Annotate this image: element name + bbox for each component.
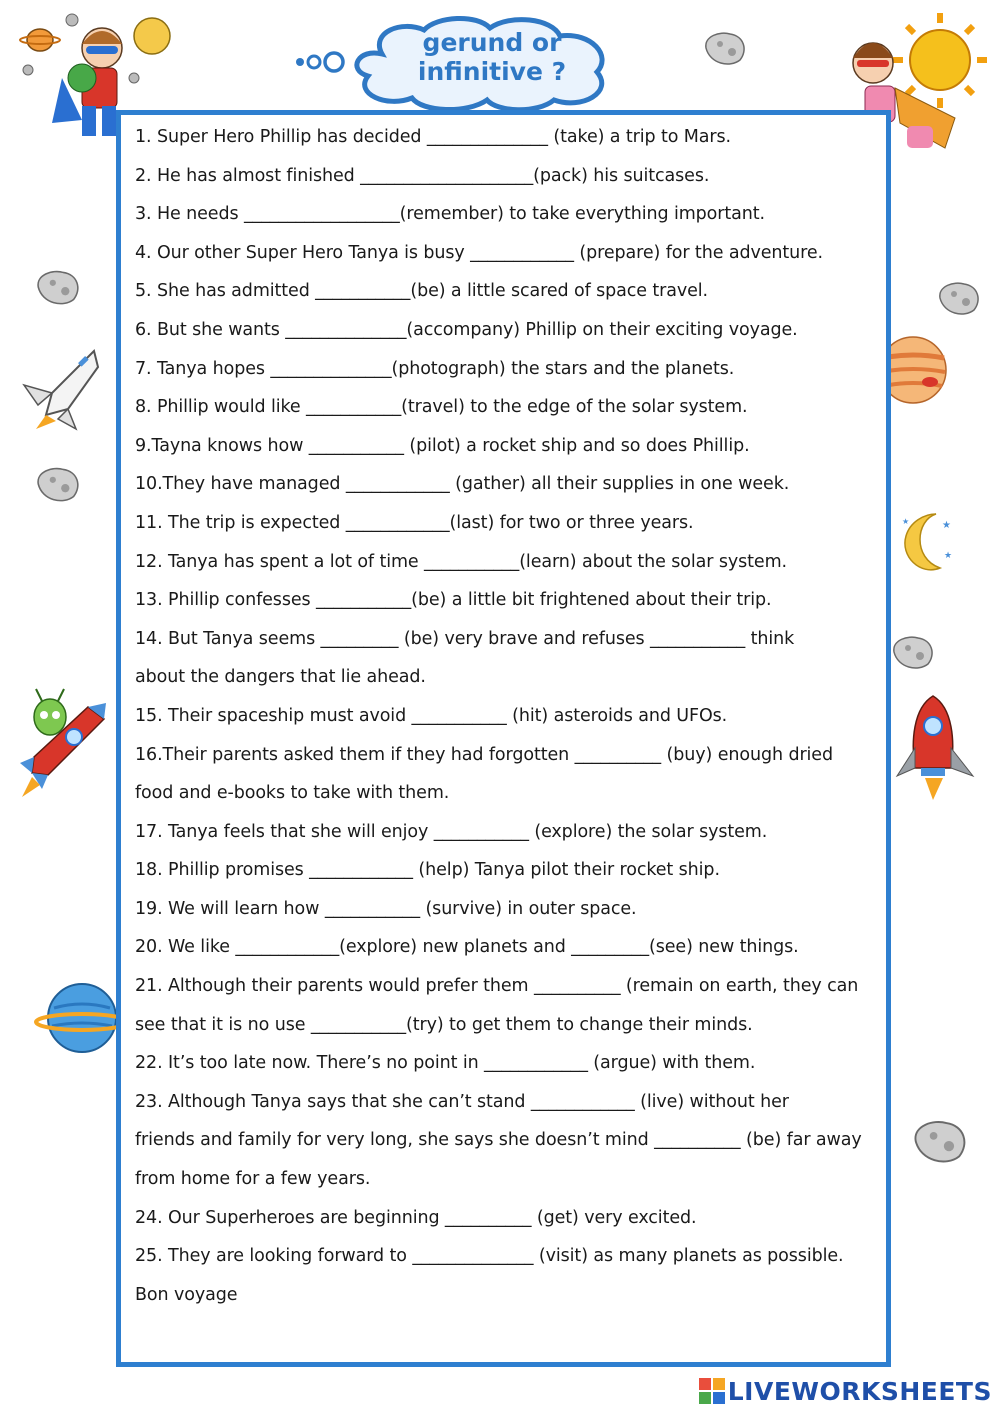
exercise-line: 25. They are looking forward to ______________ (visit) as many planets as possible.	[135, 1246, 844, 1267]
exercise-line: 4. Our other Super Hero Tanya is busy ____________ (prepare) for the adventure.	[135, 242, 823, 263]
exercise-line: 14. But Tanya seems _________ (be) very brave and refuses ___________ think	[135, 628, 795, 649]
asteroid-icon	[888, 632, 938, 672]
exercise-line: friends and family for very long, she says she doesn’t mind __________ (be) far away	[135, 1130, 862, 1151]
space-shuttle-illustration	[16, 345, 100, 433]
exercise-line: 13. Phillip confesses ___________(be) a little bit frightened about their trip.	[135, 590, 772, 611]
svg-text:★: ★	[944, 551, 953, 561]
moon-stars-illustration	[898, 508, 958, 578]
exercise-line: 20. We like ____________(explore) new planets and _________(see) new things.	[135, 937, 799, 958]
asteroid-icon	[700, 28, 750, 68]
title-line-1: gerund or	[422, 28, 562, 57]
exercise-line: 9.Tayna knows how ___________ (pilot) a rocket ship and so does Phillip.	[135, 435, 750, 456]
exercise-line: 19. We will learn how ___________ (survive) in outer space.	[135, 898, 637, 919]
asteroid-icon	[908, 1112, 972, 1170]
brand-name: LIVEWORKSHEETS	[727, 1376, 992, 1406]
exercise-line: 1. Super Hero Phillip has decided ______________ (take) a trip to Mars.	[135, 127, 732, 147]
liveworksheets-logo-icon	[698, 1377, 726, 1405]
page-title	[392, 28, 592, 86]
exercise-line: 6. But she wants ______________(accompany) Phillip on their exciting voyage.	[135, 319, 798, 340]
asteroid-icon	[32, 265, 84, 309]
exercise-line: 21. Although their parents would prefer them __________ (remain on earth, they can	[135, 976, 859, 997]
exercise-line: 5. She has admitted ___________(be) a little scared of space travel.	[135, 281, 709, 302]
exercise-line: Bon voyage	[135, 1284, 238, 1305]
asteroid-icon	[32, 462, 84, 506]
title-line-2: infinitive ?	[417, 57, 567, 86]
exercise-line: 15. Their spaceship must avoid ___________ (hit) asteroids and UFOs.	[135, 705, 728, 726]
exercise-line: 7. Tanya hopes ______________(photograph) the stars and the planets.	[135, 358, 735, 379]
exercise-line: 23. Although Tanya says that she can’t stand ____________ (live) without her	[135, 1091, 789, 1112]
exercise-line: 16.Their parents asked them if they had forgotten __________ (buy) enough dried	[135, 744, 833, 765]
exercise-line: 10.They have managed ____________ (gather) all their supplies in one week.	[135, 474, 790, 495]
rocket-illustration	[893, 692, 981, 802]
exercise-list	[135, 118, 880, 1314]
exercise-line: 12. Tanya has spent a lot of time ___________(learn) about the solar system.	[135, 551, 787, 572]
exercise-line: about the dangers that lie ahead.	[135, 667, 426, 688]
svg-text:★: ★	[902, 517, 910, 526]
exercise-line: see that it is no use ___________(try) to get them to change their minds.	[135, 1014, 753, 1035]
exercise-line: 22. It’s too late now. There’s no point in ____________ (argue) with them.	[135, 1053, 756, 1074]
liveworksheets-brand[interactable]	[698, 1374, 992, 1408]
exercise-line: 3. He needs __________________(remember) to take everything important.	[135, 204, 765, 225]
exercise-line: 18. Phillip promises ____________ (help) Tanya pilot their rocket ship.	[135, 860, 720, 881]
exercise-line: 2. He has almost finished ____________________(pack) his suitcases.	[135, 165, 710, 186]
exercise-line: from home for a few years.	[135, 1169, 371, 1190]
blue-planet-illustration	[34, 978, 126, 1058]
exercise-line: 24. Our Superheroes are beginning __________ (get) very excited.	[135, 1207, 697, 1228]
alien-rocket-illustration	[18, 685, 110, 803]
exercise-line: 8. Phillip would like ___________(travel) to the edge of the solar system.	[135, 397, 748, 418]
svg-text:★: ★	[942, 520, 951, 531]
asteroid-icon	[934, 278, 984, 318]
exercise-line: 17. Tanya feels that she will enjoy ___________ (explore) the solar system.	[135, 821, 768, 842]
exercise-line: 11. The trip is expected ____________(last) for two or three years.	[135, 512, 694, 533]
exercise-line: food and e-books to take with them.	[135, 783, 450, 804]
